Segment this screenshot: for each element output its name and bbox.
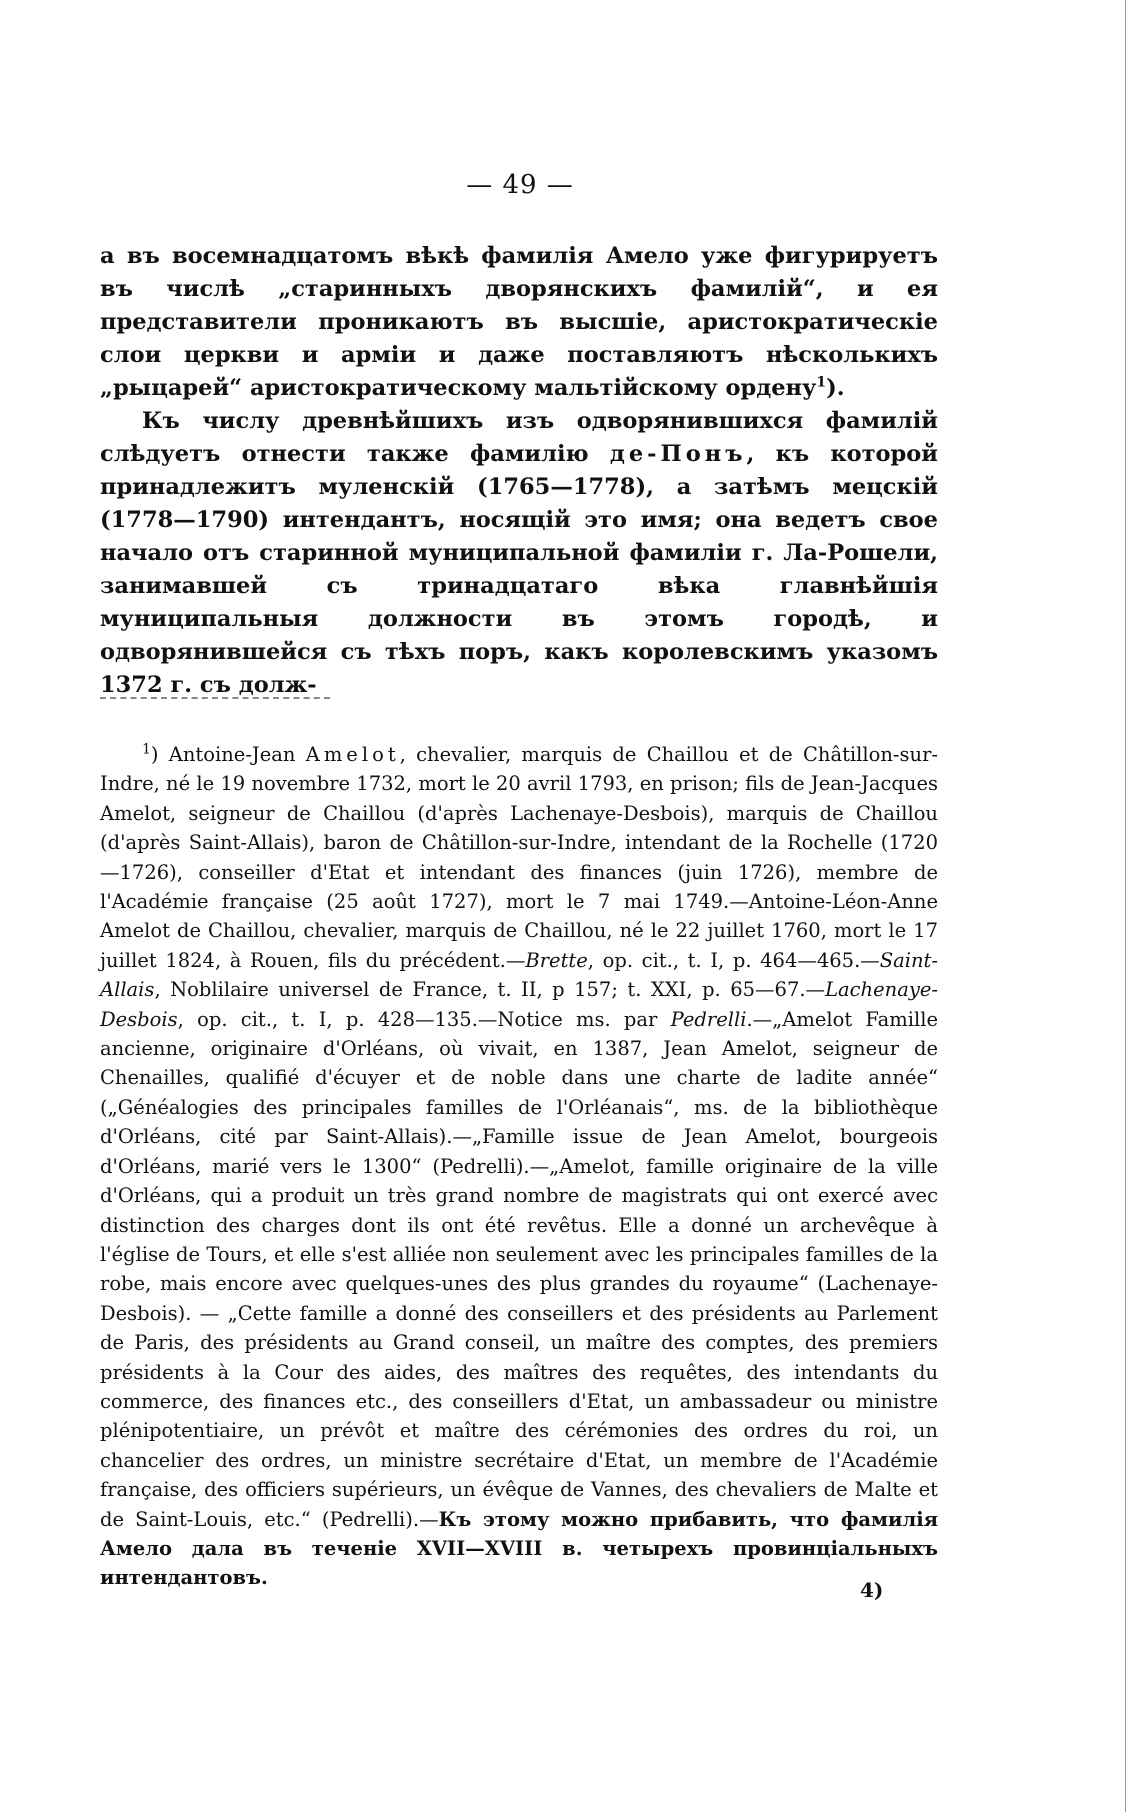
- footnote-text-5: , op. cit., t. I, p. 428—135.—Notice ms. par: [177, 1007, 671, 1031]
- footnote-text-1: ) Antoine-Jean: [150, 743, 306, 766]
- footnote-text-3: , op. cit., t. I, p. 464—465.—: [587, 948, 880, 972]
- footnote-text-6: .—„Amelot Famille ancienne, originaire d'Orléans, où vivait, en 1387, Jean Amelot, seigneur de Chenailles, qualifié d'écuyer et de noble dans une charte de ladite année“ („Généalogies des principales familles de l'Orléanais“, ms. de la bibliothèque d'Orléans, cité par Saint-Allais).—„Famille issue de Jean Amelot, bourgeois d'Orléans, marié vers le 1300“ (Pedrelli).—„Amelot, famille originaire de la ville d'Orléans, qui a produit un très grand nombre de magistrats qui ont exercé avec distinction des charges dont ils ont été revêtus. Elle a donné un archevêque à l'église de Tours, et elle s'est alliée non seulement avec les principales familles de la robe, mais encore avec quelques-unes des plus grandes du royaume“ (Lachenaye-Desbois). — „Cette famille a donné des conseillers et des présidents au Parlement de Paris, des présidents au Grand conseil, un maître des comptes, des premiers présidents à la Cour des aides, des maîtres des requêtes, des intendants du commerce, des finances etc., des conseillers d'Etat, un ambassadeur ou ministre plénipotentiaire, un prévôt et maître des cérémonies des ordres du roi, un chancelier des ordres, un ministre secrétaire d'Etat, un membre de l'Académie française, des officiers supérieurs, un évêque de Vannes, des chevaliers de Malte et de Saint-Louis, etc.“ (Pedrelli).—: [100, 1007, 938, 1531]
- footnote: [100, 740, 938, 1593]
- family-name-de-pont: де-Понъ: [609, 441, 747, 467]
- paragraph-1: [100, 240, 938, 405]
- main-text: [100, 240, 938, 702]
- paragraph-1-text: а въ восемнадцатомъ вѣкѣ фамилія Амело уже фигурируетъ въ числѣ „старинныхъ дворянскихъ фамилій“, и ея представители проникаютъ въ высшіе, аристократическіе слои церкви и арміи и даже поставляютъ нѣсколькихъ „рыцарей“ аристократическому мальтійскому ордену: [100, 243, 938, 401]
- footnote-name-amelot: Amelot: [305, 743, 400, 766]
- paragraph-2: [100, 405, 938, 702]
- paragraph-2-rest: , къ которой принадлежитъ муленскій (1765—1778), а затѣмъ мецскій (1778—1790) интендантъ, носящій это имя; она ведетъ свое начало отъ старинной муниципальной фамиліи г. Ла-Рошели, занимавшей съ тринадцатаго вѣка главнѣйшія муниципальныя должности въ этомъ городѣ, и одворянившейся съ тѣхъ поръ, какъ королевскимъ указомъ 1372 г. съ долж-: [100, 441, 938, 698]
- footnote-text-russian: Къ этому можно прибавить, что фамилія Амело дала въ теченіе XVII—XVIII в. четырехъ провинціальныхъ интендантовъ.: [100, 1507, 939, 1590]
- citation-lachenaye-desbois: Lachenaye-Desbois: [100, 978, 938, 1031]
- citation-pedrelli: Pedrelli: [670, 1007, 747, 1031]
- citation-brette: Brette: [525, 948, 588, 972]
- footnote-text-4: , Noblilaire universel de France, t. II, p 157; t. XXI, p. 65—67.—: [154, 978, 826, 1002]
- footnote-paragraph: [100, 740, 938, 1593]
- footnote-reference[interactable]: 1: [816, 374, 827, 391]
- footnote-text-2: , chevalier, marquis de Chaillou et de Châtillon-sur-Indre, né le 19 novembre 1732, mort le 20 avril 1793, en prison; fils de Jean-Jacques Amelot, seigneur de Chaillou (d'après Lachenaye-Desbois), marquis de Chaillou (d'après Saint-Allais), baron de Châtillon-sur-Indre, intendant de la Rochelle (1720—1726), conseiller d'Etat et intendant des finances (juin 1726), membre de l'Académie française (25 août 1727), mort le 7 mai 1749.—Antoine-Léon-Anne Amelot de Chaillou, chevalier, marquis de Chaillou, né le 22 juillet 1760, mort le 17 juillet 1824, à Rouen, fils du précédent.—: [100, 743, 938, 972]
- footnote-separator: [100, 697, 330, 699]
- page-number: — 49 —: [466, 170, 574, 200]
- scan-edge-line: [1125, 0, 1126, 1812]
- paragraph-2-start: Къ числу древнѣйшихъ изъ одворянившихся фамилій слѣдуетъ отнести также фамилію: [100, 408, 938, 467]
- signature-mark: 4): [860, 1578, 884, 1602]
- paragraph-1-end: ).: [826, 375, 845, 401]
- footnote-mark: 1: [142, 741, 151, 758]
- citation-saint-allais: Saint-Allais: [100, 948, 938, 1002]
